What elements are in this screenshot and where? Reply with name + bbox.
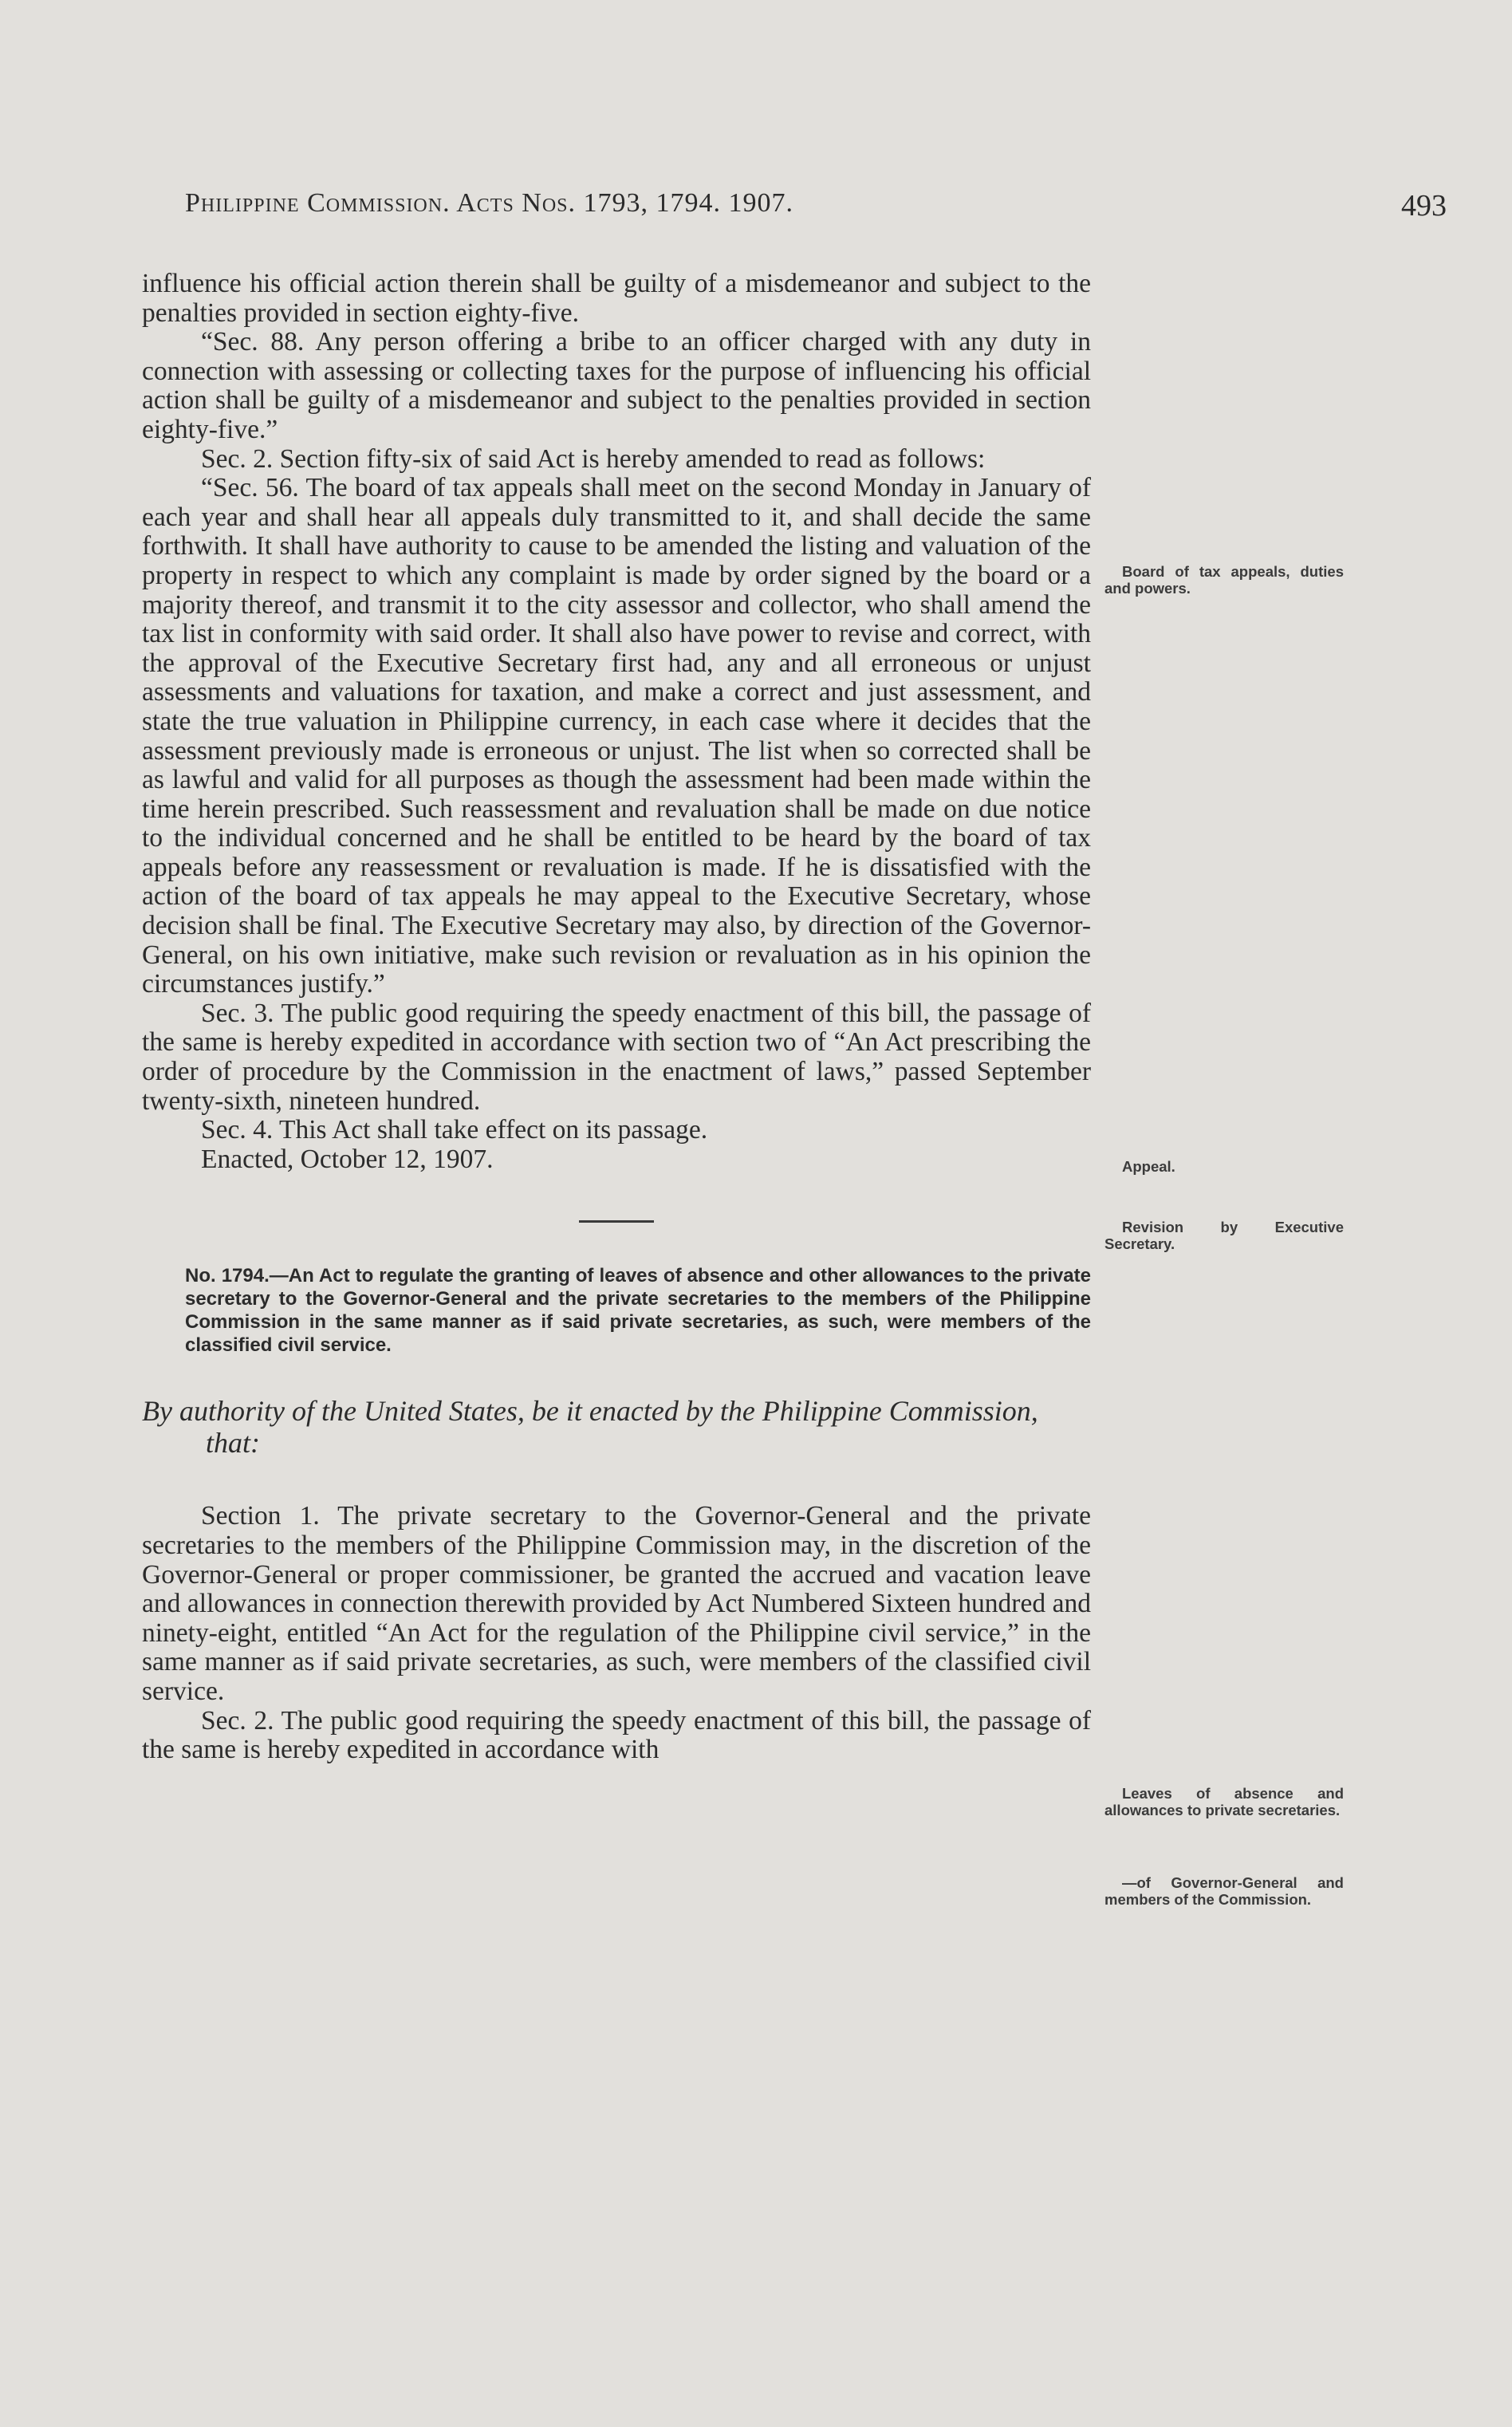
paragraph-sec-88: “Sec. 88. Any person offering a bribe to an officer charged with any duty in connection with assessing or collecting taxes for the purpose of influencing his official action shall be guilty of a misdemeanor and subject to the penalties provided in section eighty-five.” bbox=[142, 327, 1091, 444]
enacting-clause: By authority of the United States, be it enacted by the Philippine Commission, that: bbox=[142, 1395, 1038, 1460]
margin-note-appeal: Appeal. bbox=[1122, 1158, 1175, 1175]
paragraph-continuation: influence his official action therein shall be guilty of a misdemeanor and subject to the penalties provided in section eighty-five. bbox=[142, 269, 1091, 328]
paragraph-sec-56: “Sec. 56. The board of tax appeals shall meet on the second Monday in January of each year and shall hear all appeals duly transmitted to it, and shall decide the same forthwith. It shall have authority to cause to be amended the listing and valuation of the property in respect to which any complaint is made by order signed by the board or a majority thereof, and transmit it to the city assessor and collector, who shall amend the tax list in conformity with said order. It shall also have power to revise and correct, with the approval of the Executive Secretary first had, any and all erroneous or unjust assessments and valuations for taxation, and make a correct and just assessment, and state the true valuation in Philippine currency, in each case where it decides that the assessment previously made is erroneous or unjust. The list when so corrected shall be as lawful and valid for all purposes as though the assessment had been made within the time herein prescribed. Such reassessment and revaluation shall be made on due notice to the individual concerned and he shall be entitled to be heard by the board of tax appeals before any reassessment or revaluation is made. If he is dissatisfied with the action of the board of tax appeals he may appeal to the Executive Secretary, whose decision shall be final. The Executive Secretary may also, by direction of the Governor-General, on his own initiative, make such revision or revaluation as in his opinion the circumstances justify.” bbox=[142, 473, 1091, 999]
paragraph-section-1: Section 1. The private secretary to the Governor-General and the private secretaries to the members of the Philippine Commission may, in the discretion of the Governor-General or proper commissioner, be granted the accrued and vacation leave and allowances in connection therewith provided by Act Numbered Sixteen hundred and ninety-eight, entitled “An Act for the regulation of the Philippine civil service,” in the same manner as if said private secretaries, as such, were members of the classified civil service. bbox=[142, 1501, 1091, 1706]
margin-note-board: Board of tax appeals, duties and powers. bbox=[1104, 563, 1344, 597]
page-number: 493 bbox=[1401, 189, 1447, 223]
paragraph-sec-3: Sec. 3. The public good requiring the speedy enactment of this bill, the passage of the same is hereby expedited in accordance with section two of “An Act prescribing the order of procedure by the Commission in the enactment of laws,” passed September twenty-sixth, nineteen hundred. bbox=[142, 998, 1091, 1116]
act-title: No. 1794.—An Act to regulate the granting of leaves of absence and other allowances to the private secretary to the Governor-General and the private secretaries to the members of the Philippine Commission in the same manner as if said private secretaries, as such, were members of the classified civil service. bbox=[185, 1265, 1091, 1357]
margin-note-leaves: Leaves of absence and allowances to private secretaries. bbox=[1104, 1785, 1344, 1818]
main-text bbox=[142, 270, 1091, 1765]
margin-note-of-governor: —of Governor-General and members of the Commission. bbox=[1104, 1874, 1344, 1908]
page-header bbox=[185, 188, 1447, 236]
margin-note-revision: Revision by Executive Secretary. bbox=[1104, 1219, 1344, 1252]
paragraph-sec-2-final: Sec. 2. The public good requiring the speedy enactment of this bill, the passage of the same is hereby expedited in accordance with bbox=[142, 1705, 1091, 1765]
running-head: Philippine Commission. Acts Nos. 1793, 1794. 1907. bbox=[185, 188, 794, 218]
enactment-date: Enacted, October 12, 1907. bbox=[201, 1144, 494, 1174]
paragraph-sec-2-amend: Sec. 2. Section fifty-six of said Act is hereby amended to read as follows: bbox=[201, 443, 986, 474]
section-divider bbox=[579, 1220, 654, 1223]
paragraph-sec-4: Sec. 4. This Act shall take effect on its passage. bbox=[201, 1115, 708, 1145]
